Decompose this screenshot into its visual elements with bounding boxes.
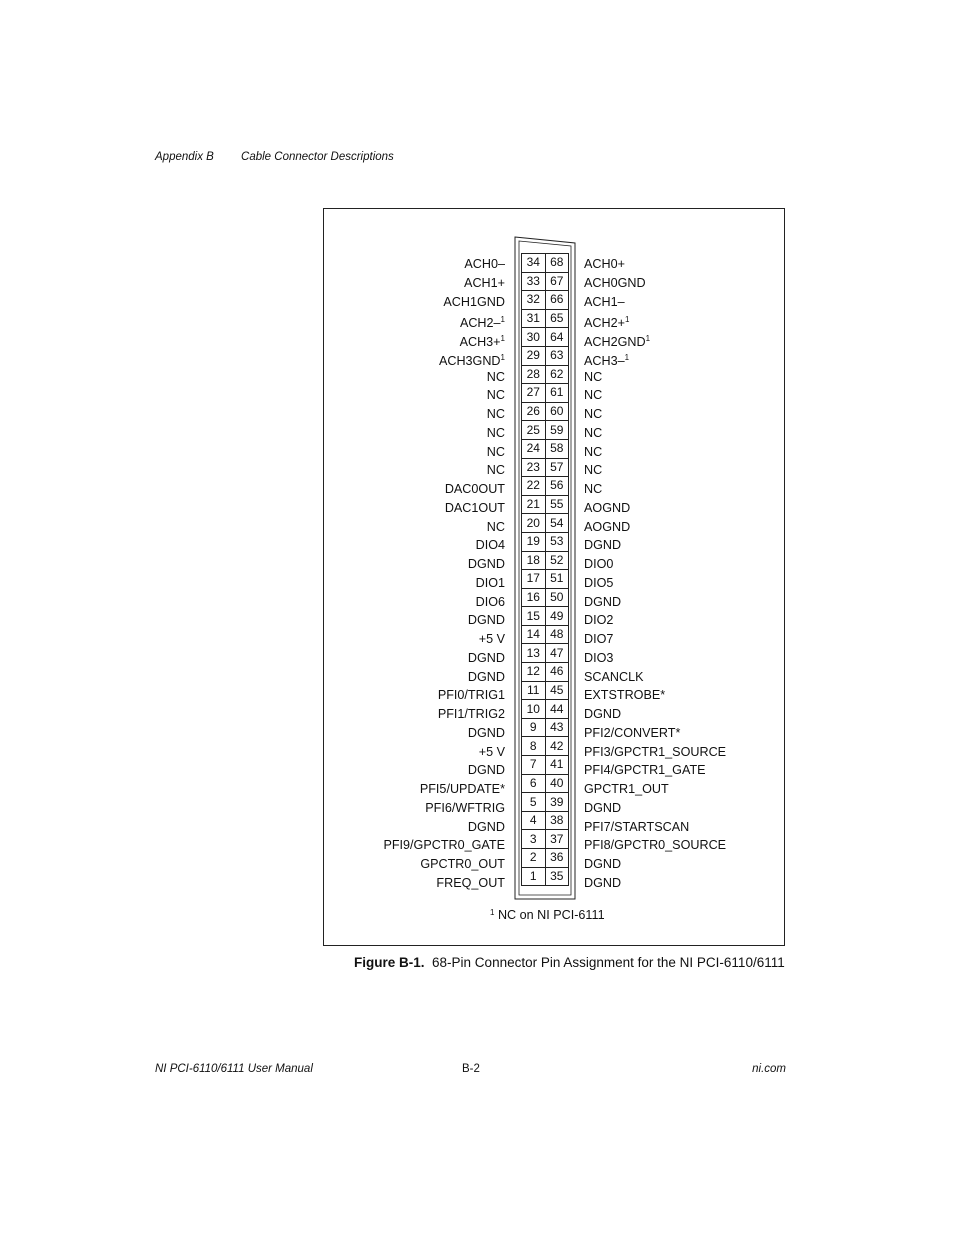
signal-name: AOGND bbox=[584, 500, 631, 515]
signal-name: DGND bbox=[467, 557, 505, 571]
pin-row bbox=[522, 793, 569, 812]
right-signal-label bbox=[584, 743, 726, 762]
signal-name: PFI9/GPCTR0_GATE bbox=[383, 838, 505, 853]
signal-name: DGND bbox=[467, 613, 505, 628]
pin-number-right: 36 bbox=[545, 849, 569, 868]
pin-number-left: 11 bbox=[522, 681, 546, 700]
footnote-ref: 1 bbox=[500, 334, 505, 343]
pin-row bbox=[522, 737, 569, 756]
left-signal-labels bbox=[383, 255, 505, 893]
pin-row bbox=[522, 402, 569, 421]
right-signal-label bbox=[584, 368, 726, 387]
signal-name: PFI2/CONVERT* bbox=[584, 725, 681, 740]
right-signal-label bbox=[584, 799, 726, 818]
pin-number-left: 28 bbox=[522, 365, 546, 384]
signal-name: DGND bbox=[584, 707, 622, 721]
right-signal-label bbox=[584, 780, 726, 799]
pin-number-right: 49 bbox=[545, 607, 569, 626]
pin-row bbox=[522, 700, 569, 719]
right-signal-label bbox=[584, 536, 726, 555]
left-signal-label bbox=[383, 443, 505, 462]
pin-row bbox=[522, 458, 569, 477]
pin-row bbox=[522, 811, 569, 830]
left-signal-label bbox=[383, 461, 505, 480]
signal-name: DGND bbox=[467, 650, 505, 665]
right-signal-label bbox=[584, 818, 726, 837]
left-signal-label bbox=[383, 293, 505, 312]
left-signal-label bbox=[383, 705, 505, 724]
right-signal-label bbox=[584, 386, 726, 405]
pin-row bbox=[522, 514, 569, 533]
signal-name: ACH1– bbox=[584, 294, 625, 309]
signal-name: DIO0 bbox=[584, 557, 614, 571]
signal-name: ACH3– bbox=[584, 353, 625, 368]
right-signal-label bbox=[584, 874, 726, 893]
signal-name: NC bbox=[486, 369, 505, 384]
left-signal-label bbox=[383, 649, 505, 668]
right-signal-label bbox=[584, 518, 726, 537]
pin-number-left: 33 bbox=[522, 272, 546, 291]
right-signal-label bbox=[584, 255, 726, 274]
signal-name: NC bbox=[584, 463, 603, 478]
footnote-ref: 1 bbox=[500, 352, 505, 362]
signal-name: ACH1GND bbox=[443, 294, 505, 309]
left-signal-label bbox=[383, 255, 505, 274]
caption-label: Figure B-1. bbox=[354, 955, 425, 970]
figure-frame bbox=[323, 208, 785, 946]
header-appendix: Appendix B bbox=[155, 151, 214, 163]
pin-number-left: 29 bbox=[522, 346, 546, 365]
pin-number-left: 8 bbox=[522, 737, 546, 756]
pin-number-right: 48 bbox=[545, 625, 569, 644]
signal-name: ACH3+ bbox=[459, 335, 501, 349]
right-signal-label bbox=[584, 480, 726, 499]
signal-name: DGND bbox=[584, 857, 622, 871]
left-signal-label bbox=[383, 424, 505, 443]
left-signal-label bbox=[383, 330, 505, 349]
right-signal-label bbox=[584, 293, 726, 312]
signal-name: PFI7/STARTSCAN bbox=[584, 819, 690, 834]
signal-name: AOGND bbox=[584, 519, 631, 534]
pin-row bbox=[522, 346, 569, 365]
right-signal-label bbox=[584, 274, 726, 293]
signal-name: ACH0– bbox=[464, 257, 505, 271]
pin-number-left: 26 bbox=[522, 402, 546, 421]
right-signal-label bbox=[584, 593, 726, 612]
pin-row bbox=[522, 532, 569, 551]
left-signal-label bbox=[383, 536, 505, 555]
pin-number-right: 47 bbox=[545, 644, 569, 663]
signal-name: PFI0/TRIG1 bbox=[437, 688, 505, 703]
pin-number-left: 10 bbox=[522, 700, 546, 719]
signal-name: NC bbox=[584, 482, 603, 496]
pin-row bbox=[522, 663, 569, 682]
signal-name: PFI1/TRIG2 bbox=[437, 707, 505, 721]
pin-row bbox=[522, 328, 569, 347]
signal-name: DGND bbox=[584, 800, 622, 815]
pin-number-left: 30 bbox=[522, 328, 546, 347]
pin-number-right: 59 bbox=[545, 421, 569, 440]
right-signal-label bbox=[584, 349, 726, 368]
signal-name: NC bbox=[486, 407, 505, 421]
left-signal-label bbox=[383, 311, 505, 330]
pin-number-left: 7 bbox=[522, 756, 546, 775]
signal-name: PFI3/GPCTR1_SOURCE bbox=[584, 744, 727, 759]
pin-number-right: 52 bbox=[545, 551, 569, 570]
right-signal-label bbox=[584, 668, 726, 687]
pin-number-left: 19 bbox=[522, 532, 546, 551]
pin-number-right: 35 bbox=[545, 867, 569, 886]
signal-name: NC bbox=[584, 407, 603, 421]
pin-number-left: 21 bbox=[522, 495, 546, 514]
right-signal-label bbox=[584, 311, 726, 330]
footer-manual-title: NI PCI-6110/6111 User Manual bbox=[155, 1063, 313, 1075]
footer-page-number: B-2 bbox=[462, 1063, 480, 1075]
pin-number-left: 24 bbox=[522, 439, 546, 458]
pin-number-left: 34 bbox=[522, 254, 546, 273]
right-signal-label bbox=[584, 499, 726, 518]
right-signal-label bbox=[584, 424, 726, 443]
right-signal-label bbox=[584, 611, 726, 630]
pin-row bbox=[522, 867, 569, 886]
left-signal-label bbox=[383, 743, 505, 762]
pin-number-left: 18 bbox=[522, 551, 546, 570]
right-signal-label bbox=[584, 443, 726, 462]
left-signal-label bbox=[383, 836, 505, 855]
signal-name: NC bbox=[584, 369, 603, 384]
pin-number-right: 61 bbox=[545, 384, 569, 403]
pin-number-right: 58 bbox=[545, 439, 569, 458]
signal-name: DIO3 bbox=[584, 650, 614, 665]
pin-number-right: 67 bbox=[545, 272, 569, 291]
signal-name: ACH2– bbox=[459, 316, 501, 331]
pin-number-right: 56 bbox=[545, 477, 569, 496]
signal-name: DGND bbox=[467, 763, 505, 778]
right-signal-label bbox=[584, 574, 726, 593]
left-signal-label bbox=[383, 630, 505, 649]
signal-name: +5 V bbox=[478, 744, 505, 759]
left-signal-label bbox=[383, 724, 505, 743]
left-signal-label bbox=[383, 799, 505, 818]
pin-number-right: 44 bbox=[545, 700, 569, 719]
pin-row bbox=[522, 384, 569, 403]
signal-name: DIO5 bbox=[584, 575, 614, 590]
pin-row bbox=[522, 774, 569, 793]
right-signal-label bbox=[584, 330, 726, 349]
pin-number-right: 51 bbox=[545, 570, 569, 589]
signal-name: ACH2+ bbox=[584, 316, 625, 331]
right-signal-label bbox=[584, 724, 726, 743]
signal-name: DIO6 bbox=[475, 594, 505, 609]
signal-name: PFI4/GPCTR1_GATE bbox=[584, 763, 706, 778]
right-signal-label bbox=[584, 855, 726, 874]
right-signal-label bbox=[584, 705, 726, 724]
signal-name: FREQ_OUT bbox=[436, 875, 505, 890]
pin-number-left: 1 bbox=[522, 867, 546, 886]
signal-name: ACH1+ bbox=[464, 275, 505, 290]
pin-number-right: 53 bbox=[545, 532, 569, 551]
signal-name: GPCTR1_OUT bbox=[584, 782, 669, 796]
left-signal-label bbox=[383, 368, 505, 387]
signal-name: DIO7 bbox=[584, 632, 614, 646]
signal-name: NC bbox=[486, 388, 505, 403]
signal-name: DGND bbox=[467, 669, 505, 684]
pin-row bbox=[522, 551, 569, 570]
pin-row bbox=[522, 495, 569, 514]
pin-number-right: 37 bbox=[545, 830, 569, 849]
pin-number-left: 12 bbox=[522, 663, 546, 682]
pin-row bbox=[522, 421, 569, 440]
pin-number-right: 43 bbox=[545, 718, 569, 737]
pin-number-right: 50 bbox=[545, 588, 569, 607]
left-signal-label bbox=[383, 274, 505, 293]
left-signal-label bbox=[383, 686, 505, 705]
pin-number-right: 41 bbox=[545, 756, 569, 775]
pin-number-left: 25 bbox=[522, 421, 546, 440]
pin-row bbox=[522, 625, 569, 644]
pin-number-left: 15 bbox=[522, 607, 546, 626]
caption-text: 68-Pin Connector Pin Assignment for the NI PCI-6110/6111 bbox=[432, 955, 785, 970]
left-signal-label bbox=[383, 611, 505, 630]
signal-name: NC bbox=[486, 425, 505, 440]
pin-number-left: 9 bbox=[522, 718, 546, 737]
left-signal-label bbox=[383, 386, 505, 405]
pin-number-left: 3 bbox=[522, 830, 546, 849]
signal-name: DGND bbox=[584, 875, 622, 890]
left-signal-label bbox=[383, 480, 505, 499]
pin-row bbox=[522, 756, 569, 775]
signal-name: DAC0OUT bbox=[444, 482, 505, 496]
pin-number-right: 39 bbox=[545, 793, 569, 812]
footnote-ref: 1 bbox=[500, 315, 505, 325]
left-signal-label bbox=[383, 874, 505, 893]
signal-name: ACH0+ bbox=[584, 257, 625, 271]
pin-number-left: 27 bbox=[522, 384, 546, 403]
pin-number-right: 54 bbox=[545, 514, 569, 533]
pin-number-left: 5 bbox=[522, 793, 546, 812]
signal-name: DGND bbox=[467, 725, 505, 740]
signal-name: DAC1OUT bbox=[444, 500, 505, 515]
footer-website: ni.com bbox=[752, 1063, 786, 1075]
connector-diagram bbox=[513, 231, 577, 903]
pin-number-right: 60 bbox=[545, 402, 569, 421]
pin-row bbox=[522, 588, 569, 607]
pin-number-right: 63 bbox=[545, 346, 569, 365]
signal-name: DGND bbox=[584, 538, 622, 553]
left-signal-label bbox=[383, 761, 505, 780]
pin-row bbox=[522, 439, 569, 458]
signal-name: GPCTR0_OUT bbox=[420, 857, 505, 871]
pin-row bbox=[522, 849, 569, 868]
header-section: Cable Connector Descriptions bbox=[241, 151, 394, 163]
right-signal-label bbox=[584, 555, 726, 574]
signal-name: ACH3GND bbox=[438, 353, 501, 368]
pin-number-right: 57 bbox=[545, 458, 569, 477]
right-signal-label bbox=[584, 405, 726, 424]
pin-number-left: 16 bbox=[522, 588, 546, 607]
pin-row bbox=[522, 570, 569, 589]
pin-number-left: 17 bbox=[522, 570, 546, 589]
footnote bbox=[490, 908, 605, 922]
pin-row bbox=[522, 291, 569, 310]
footnote-mark: 1 bbox=[490, 908, 495, 917]
right-signal-label bbox=[584, 461, 726, 480]
right-signal-label bbox=[584, 761, 726, 780]
pin-number-left: 22 bbox=[522, 477, 546, 496]
pin-number-right: 42 bbox=[545, 737, 569, 756]
signal-name: NC bbox=[486, 519, 505, 534]
right-signal-label bbox=[584, 649, 726, 668]
signal-name: PFI5/UPDATE* bbox=[419, 782, 505, 796]
figure-caption bbox=[354, 955, 785, 970]
left-signal-label bbox=[383, 593, 505, 612]
right-signal-labels bbox=[584, 255, 726, 893]
pin-number-right: 65 bbox=[545, 309, 569, 328]
signal-name: ACH0GND bbox=[584, 275, 646, 290]
pin-row bbox=[522, 309, 569, 328]
signal-name: NC bbox=[584, 388, 603, 403]
left-signal-label bbox=[383, 780, 505, 799]
pin-number-right: 46 bbox=[545, 663, 569, 682]
page-header bbox=[155, 151, 394, 163]
signal-name: ACH2GND bbox=[584, 335, 646, 349]
pin-number-left: 20 bbox=[522, 514, 546, 533]
signal-name: PFI8/GPCTR0_SOURCE bbox=[584, 838, 727, 853]
pin-row bbox=[522, 607, 569, 626]
pin-grid bbox=[521, 253, 569, 886]
pin-number-right: 45 bbox=[545, 681, 569, 700]
pin-row bbox=[522, 365, 569, 384]
signal-name: DIO2 bbox=[584, 613, 614, 628]
signal-name: DGND bbox=[467, 819, 505, 834]
pin-number-left: 13 bbox=[522, 644, 546, 663]
pin-number-right: 64 bbox=[545, 328, 569, 347]
pin-number-left: 32 bbox=[522, 291, 546, 310]
pin-row bbox=[522, 644, 569, 663]
pin-number-left: 31 bbox=[522, 309, 546, 328]
pin-number-right: 66 bbox=[545, 291, 569, 310]
signal-name: NC bbox=[584, 425, 603, 440]
signal-name: DGND bbox=[584, 594, 622, 609]
signal-name: DIO4 bbox=[475, 538, 505, 553]
pin-number-right: 68 bbox=[545, 254, 569, 273]
signal-name: SCANCLK bbox=[584, 669, 644, 684]
right-signal-label bbox=[584, 686, 726, 705]
footnote-ref: 1 bbox=[624, 315, 630, 325]
footnote-ref: 1 bbox=[645, 334, 651, 343]
pin-number-right: 38 bbox=[545, 811, 569, 830]
right-signal-label bbox=[584, 836, 726, 855]
pin-number-left: 2 bbox=[522, 849, 546, 868]
left-signal-label bbox=[383, 518, 505, 537]
pin-number-left: 6 bbox=[522, 774, 546, 793]
signal-name: NC bbox=[486, 444, 505, 459]
pin-row bbox=[522, 254, 569, 273]
signal-name: EXTSTROBE* bbox=[584, 688, 666, 703]
left-signal-label bbox=[383, 818, 505, 837]
right-signal-label bbox=[584, 630, 726, 649]
pin-number-left: 14 bbox=[522, 625, 546, 644]
footnote-ref: 1 bbox=[624, 352, 630, 362]
left-signal-label bbox=[383, 574, 505, 593]
left-signal-label bbox=[383, 499, 505, 518]
pin-row bbox=[522, 830, 569, 849]
pin-row bbox=[522, 681, 569, 700]
pin-row bbox=[522, 718, 569, 737]
left-signal-label bbox=[383, 555, 505, 574]
signal-name: NC bbox=[584, 444, 603, 459]
signal-name: NC bbox=[486, 463, 505, 478]
pin-number-right: 62 bbox=[545, 365, 569, 384]
left-signal-label bbox=[383, 405, 505, 424]
pin-number-right: 55 bbox=[545, 495, 569, 514]
pin-number-left: 23 bbox=[522, 458, 546, 477]
signal-name: +5 V bbox=[478, 632, 505, 646]
pin-row bbox=[522, 272, 569, 291]
pin-number-left: 4 bbox=[522, 811, 546, 830]
left-signal-label bbox=[383, 349, 505, 368]
footnote-text: NC on NI PCI-6111 bbox=[494, 908, 605, 922]
left-signal-label bbox=[383, 668, 505, 687]
signal-name: DIO1 bbox=[475, 575, 505, 590]
pin-number-right: 40 bbox=[545, 774, 569, 793]
signal-name: PFI6/WFTRIG bbox=[425, 800, 505, 815]
pin-row bbox=[522, 477, 569, 496]
left-signal-label bbox=[383, 855, 505, 874]
